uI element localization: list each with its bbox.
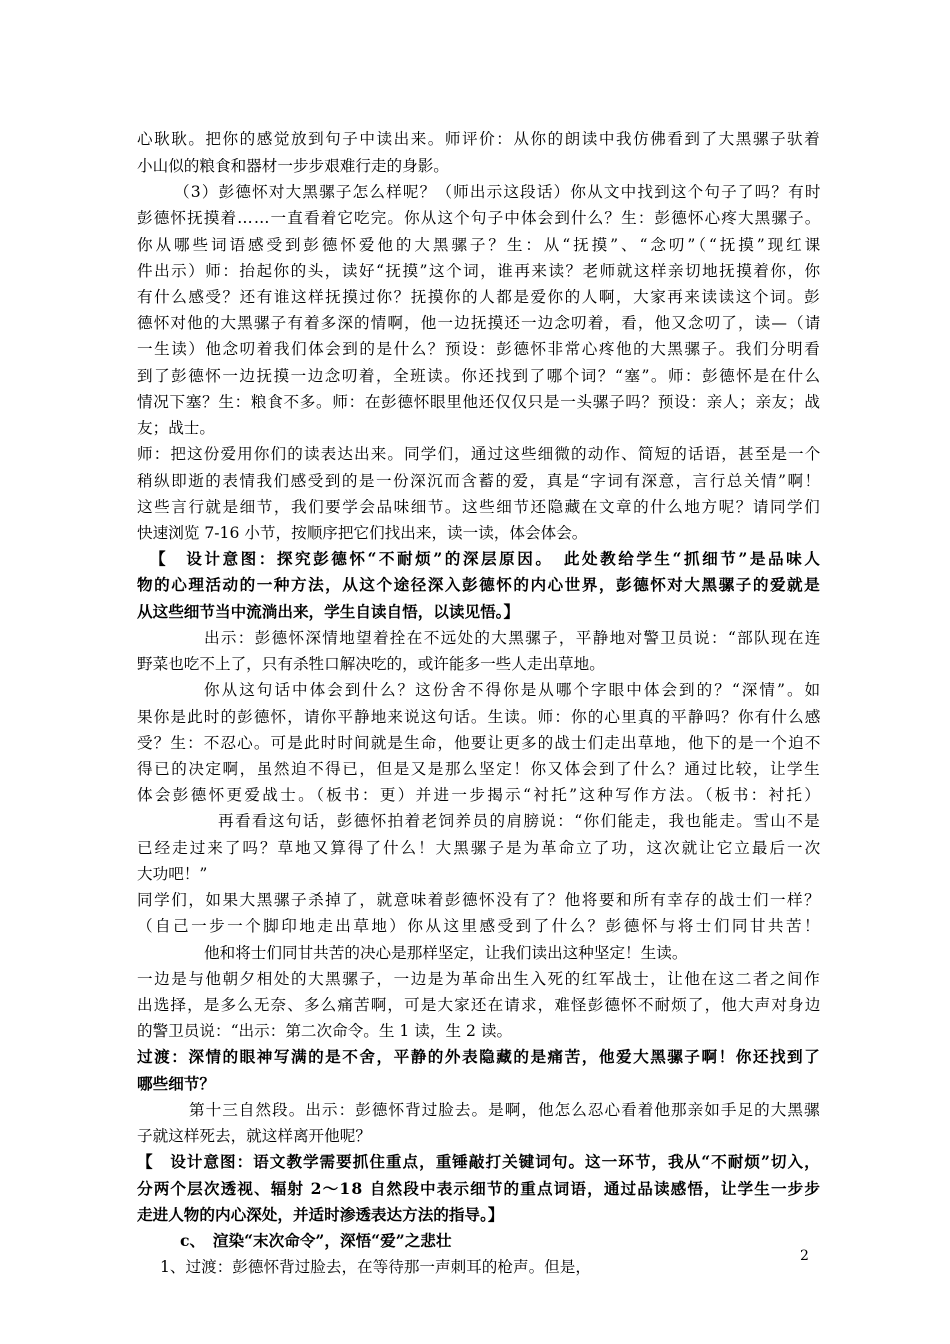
page-number: 2 — [800, 1248, 809, 1264]
text-line: 德怀对他的大黑骡子有着多深的情啊，他一边抚摸还一边念叨着，看，他又念叨了，读—（请 — [137, 314, 822, 332]
text-line: 【 设计意图：探究彭德怀“不耐烦”的深层原因。 此处教给学生“抓细节”是品味人 — [150, 549, 823, 568]
text-line: 分两个层次透视、辐射 2～18 自然段中表示细节的重点词语，通过品读感悟，让学生一步步 — [137, 1179, 822, 1198]
text-line: 体会彭德怀更爱战士。（板书：更）并进一步揭示“衬托”这种写作方法。（板书：衬托） — [137, 786, 823, 804]
text-line: 1、过渡：彭德怀背过脸去，在等待那一声刺耳的枪声。但是， — [160, 1258, 591, 1276]
text-line: 已经走过来了吗？草地又算得了什么！大黑骡子是为革命立了功，这次就让它立最后一次 — [137, 839, 823, 857]
text-line: 一边是与他朝夕相处的大黑骡子，一边是为革命出生入死的红军战士，让他在这二者之间作 — [137, 970, 822, 988]
text-line: 受？生：不忍心。可是此时时间就是生命，他要让更多的战士们走出草地，他下的是一个迫不 — [137, 734, 822, 752]
text-line: 快速浏览 7-16 小节，按顺序把它们找出来，读一读，体会体会。 — [137, 524, 588, 542]
text-line: 到了彭德怀一边抚摸一边念叨着，全班读。你还找到了哪个词？“塞”。师：彭德怀是在什么 — [137, 367, 822, 385]
text-line: 他和将士们同甘共苦的决心是那样坚定，让我们读出这种坚定！生读。 — [204, 944, 688, 962]
text-line: 的警卫员说：“出示：第二次命令。生 1 读，生 2 读。 — [137, 1022, 513, 1040]
text-line: 过渡：深情的眼神写满的是不舍，平静的外表隐藏的是痛苦，他爱大黑骡子啊！你还找到了 — [137, 1047, 822, 1066]
text-line: 物的心理活动的一种方法，从这个途径深入彭德怀的内心世界，彭德怀对大黑骡子的爱就是 — [137, 575, 822, 594]
text-line: 彭德怀抚摸着……一直看着它吃完。你从这个句子中体会到什么？生：彭德怀心疼大黑骡子。 — [137, 209, 822, 227]
text-line: 走进人物的内心深处，并适时渗透表达方法的指导。】 — [137, 1205, 504, 1224]
text-line: （自己一步一个脚印地走出草地）你从这里感受到了什么？彭德怀与将士们同甘共苦！ — [137, 917, 822, 935]
text-line: 有什么感受？还有谁这样抚摸过你？抚摸你的人都是爱你的人啊，大家再来读读这个词。彭 — [137, 288, 822, 306]
text-line: （3）彭德怀对大黑骡子怎么样呢？（师出示这段话）你从文中找到这个句子了吗？有时 — [174, 183, 822, 201]
text-line: c、 渲染“末次命令”，深悟“爱”之悲壮 — [180, 1231, 452, 1250]
text-line: 件出示）师：抬起你的头，读好“抚摸”这个词，谁再来读？老师就这样亲切地抚摸着你，你 — [137, 262, 822, 280]
text-line: 心耿耿。把你的感觉放到句子中读出来。师评价：从你的朗读中我仿佛看到了大黑骡子驮着 — [137, 130, 822, 148]
text-line: 你从哪些词语感受到彭德怀爱他的大黑骡子？生：从“抚摸”、“念叨”（“抚摸”现红课 — [137, 236, 824, 254]
text-line: 果你是此时的彭德怀，请你平静地来说这句话。生读。师：你的心里真的平静吗？你有什么感 — [137, 708, 822, 726]
text-line: 【 设计意图：语文教学需要抓住重点，重锤敲打关键词句。这一环节，我从“不耐烦”切入， — [137, 1152, 821, 1171]
text-line: 野菜也吃不上了，只有杀牲口解决吃的，或许能多一些人走出草地。 — [137, 655, 605, 673]
text-line: 大功吧！” — [137, 865, 208, 883]
text-line: 哪些细节？ — [137, 1074, 215, 1093]
text-line: 一生读）他念叨着我们体会到的是什么？预设：彭德怀非常心疼他的大黑骡子。我们分明看 — [137, 340, 822, 358]
text-line: 同学们，如果大黑骡子杀掉了，就意味着彭德怀没有了？他将要和所有幸存的战士们一样？ — [137, 891, 822, 909]
text-line: 小山似的粮食和器材一步步艰难行走的身影。 — [137, 157, 449, 175]
text-line: 再看看这句话，彭德怀拍着老饲养员的肩膀说：“你们能走，我也能走。雪山不是 — [218, 812, 822, 830]
text-line: 子就这样死去，就这样离开他呢？ — [137, 1127, 371, 1145]
text-line: 稍纵即逝的表情我们感受到的是一份深沉而含蓄的爱，真是“字词有深意，言行总关情”啊！ — [137, 472, 822, 490]
text-line: 出选择，是多么无奈、多么痛苦啊，可是大家还在请求，难怪彭德怀不耐烦了，他大声对身边 — [137, 996, 822, 1014]
text-line: 师：把这份爱用你们的读表达出来。同学们，通过这些细微的动作、简短的话语，甚至是一个 — [137, 445, 822, 463]
text-line: 你从这句话中体会到什么？这份舍不得你是从哪个字眼中体会到的？“深情”。如 — [204, 681, 823, 699]
text-line: 第十三自然段。出示：彭德怀背过脸去。是啊，他怎么忍心看着他那亲如手足的大黑骡 — [189, 1101, 821, 1119]
text-line: 这些言行就是细节，我们要学会品味细节。这些细节还隐藏在文章的什么地方呢？请同学们 — [137, 498, 822, 516]
text-line: 情况下塞？生：粮食不多。师：在彭德怀眼里他还仅仅只是一头骡子吗？预设：亲人；亲友；战 — [137, 393, 821, 411]
text-line: 从这些细节当中流淌出来，学生自读自悟，以读见悟。】 — [137, 602, 520, 621]
text-line: 得已的决定啊，虽然迫不得已，但是又是那么坚定！你又体会到了什么？通过比较，让学生 — [137, 760, 822, 778]
text-line: 友；战士。 — [137, 419, 215, 437]
text-line: 出示：彭德怀深情地望着拴在不远处的大黑骡子，平静地对警卫员说：“部队现在连 — [204, 629, 822, 647]
